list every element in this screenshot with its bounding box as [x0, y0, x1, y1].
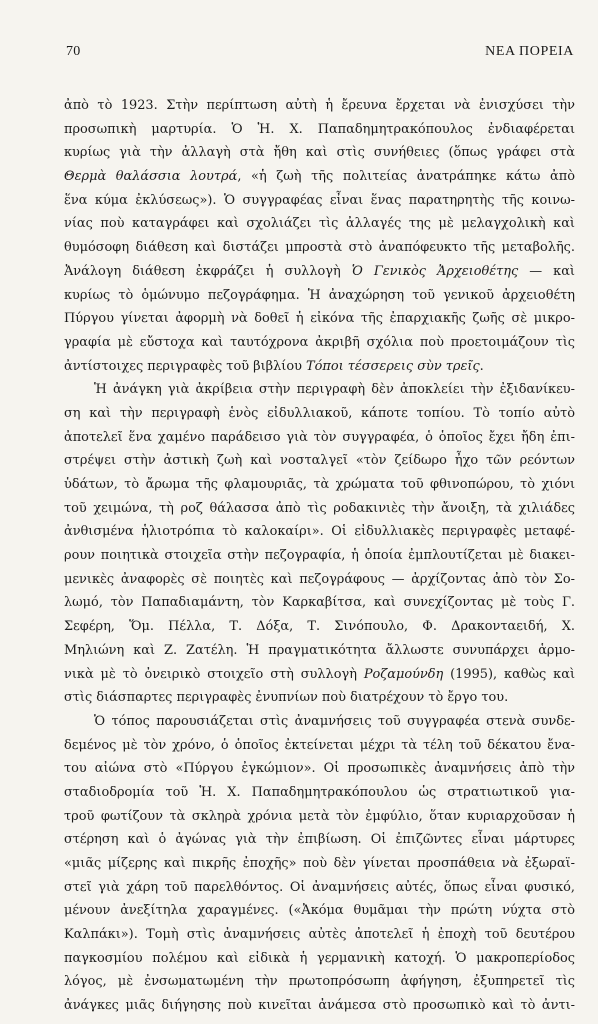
text-line: ὑδάτων, τὸ ἄρωμα τῆς φλαμουριᾶς, τὰ χρώματα τοῦ φθινοπώρου, τὸ χιόνι: [64, 477, 575, 492]
text-line: ση καὶ τὴν περιγραφὴ ἑνὸς εἰδυλλιακοῦ, κάποτε τοπίου. Τὸ τοπίο αὐτὸ: [64, 405, 575, 421]
text-line: ἀπὸ τὸ 1923. Στὴν περίπτωση αὐτὴ ἡ ἔρευνα ἔρχεται νὰ ἐνισχύσει τὴν: [64, 98, 575, 113]
text-line: τροῦ φωτίζουν τὰ σκληρὰ χρόνια μετὰ τὸν ἐμφύλιο, ὅταν κυριαρχοῦσαν ἡ: [64, 808, 575, 824]
text-line: μένουν ἀνεξίτηλα χαραγμένες. («Ἀκόμα θυμᾶμαι τὴν πρώτη νύχτα στὸ: [64, 903, 575, 919]
body-text: [64, 94, 575, 1018]
text-line: στεῖ γιὰ χάρη τοῦ παρελθόντος. Οἱ ἀναμνήσεις αὐτές, ὅπως εἶναι φυσικό,: [64, 879, 575, 895]
text-line: ρουν ποιητικὰ στοιχεῖα στὴν πεζογραφία, ἡ ὁποία ἐμπλουτίζεται μὲ διακει-: [64, 548, 575, 564]
text-line: θυμόσοφη διάθεση καὶ διστάζει μπροστὰ στὸ ἀναπόφευκτο τῆς μεταβολῆς.: [64, 240, 575, 256]
text-line: Πύργου γίνεται ἀφορμὴ νὰ δοθεῖ ἡ εἰκόνα τῆς ἐπαρχιακῆς ζωῆς σὲ μικρο-: [64, 311, 575, 327]
text-line: παγκοσμίου πολέμου καὶ εἰδικὰ ἡ γερμανικὴ κατοχή. Ὁ μακροπερίοδος: [64, 950, 575, 966]
text-line: προσωπικὴ μαρτυρία. Ὁ Ἡ. Χ. Παπαδημητρακόπουλος ἐνδιαφέρεται: [64, 121, 575, 137]
text-line: λωμό, τὸν Παπαδιαμάντη, τὸν Καρκαβίτσα, καὶ συνεχίζοντας μὲ τοὺς Γ.: [64, 595, 575, 611]
text-line: ἀντίστοιχες περιγραφὲς τοῦ βιβλίου Τόποι τέσσερεις σὺν τρεῖς.: [64, 358, 484, 374]
italic-title: Ροζαμούνδη: [363, 666, 444, 682]
text-line: Σεφέρη, Ὅμ. Πέλλα, Τ. Δόξα, Τ. Σινόπουλο, Φ. Δρακονταειδή, Χ.: [64, 619, 575, 635]
page-number: 70: [66, 44, 81, 59]
italic-title: Ὁ Γενικὸς Ἀρχειοθέτης: [351, 263, 519, 279]
text-line: του αἰώνα στὸ «Πύργου ἐγκώμιον». Οἱ προσωπικὲς ἀναμνήσεις ἀπὸ τὴν: [64, 761, 575, 777]
italic-title: Θερμὰ θαλάσσια λουτρά: [64, 169, 238, 185]
text-line: Ὁ τόπος παρουσιάζεται στὶς ἀναμνήσεις τοῦ συγγραφέα στενὰ συνδε-: [94, 713, 575, 729]
text-line: τοῦ χειμώνα, τὴ ροζ θάλασσα ἀπὸ τὶς ροδακινιὲς τὴν ἄνοιξη, τὰ χιλιάδες: [64, 500, 575, 516]
text-line: Καλπάκι»). Τομὴ στὶς ἀναμνήσεις αὐτὲς ἀποτελεῖ ἡ ἐποχὴ τοῦ δευτέρου: [64, 927, 575, 943]
text-line: ἀνάγκες μιᾶς διήγησης ποὺ κινεῖται ἀνάμεσα στὸ προσωπικὸ καὶ τὸ ἀντι-: [64, 998, 575, 1014]
text-line: γραφία μὲ εὔστοχα καὶ ταυτόχρονα ἀκριβῆ σχόλια ποὺ προετοιμάζουν τὶς: [64, 334, 575, 350]
text-line: Ἡ ἀνάγκη γιὰ ἀκρίβεια στὴν περιγραφὴ δὲν ἀποκλείει τὴν ἐξιδανίκευ-: [94, 382, 575, 398]
running-header: [66, 44, 574, 64]
text-line: ἀνθισμένα ἡλιοτρόπια τὸ καλοκαίρι». Οἱ εἰδυλλιακὲς περιγραφὲς μεταφέ-: [64, 524, 575, 540]
text-line: «μιᾶς μίζερης καὶ πικρῆς ἐποχῆς» ποὺ δὲν γίνεται προσπάθεια νὰ ἐξωραϊ-: [64, 856, 575, 871]
italic-title: Τόποι τέσσερεις σὺν τρεῖς: [306, 358, 480, 374]
text-line: κυρίως τὸ ὁμώνυμο πεζογράφημα. Ἡ ἀναχώρηση τοῦ γενικοῦ ἀρχειοθέτη: [64, 287, 575, 303]
text-line: ἀποτελεῖ ἕνα χαμένο παράδεισο γιὰ τὸν συγγραφέα, ὁ ὁποῖος ἔχει ἤδη ἐπι-: [64, 429, 575, 445]
text-line: στέρηση καὶ ὁ ἀγώνας γιὰ τὴν ἐπιβίωση. Οἱ ἐπιζῶντες εἶναι μάρτυρες: [64, 832, 575, 848]
text-line: ἕνα κύμα ἐκλύσεως»). Ὁ συγγραφέας εἶναι ἕνας παρατηρητὴς τῆς κοινω-: [64, 192, 575, 208]
text-line: νικὰ μὲ τὸ ὀνειρικὸ στοιχεῖο στὴ συλλογὴ Ροζαμούνδη (1995), καθὼς καὶ: [64, 666, 575, 682]
text-line: στρέψει στὴν ἀστικὴ ζωὴ καὶ νοσταλγεῖ «τὸν ζείδωρο ἦχο τῶν ρεόντων: [64, 453, 575, 469]
text-line: νίας ποὺ καταγράφει καὶ σχολιάζει τὶς ἀλλαγές της μὲ μελαγχολικὴ καὶ: [64, 216, 575, 232]
text-line: μενικὲς ἀναφορὲς σὲ ποιητὲς καὶ πεζογράφους — ἀρχίζοντας ἀπὸ τὸν Σο-: [64, 571, 575, 587]
text-line: κυρίως γιὰ τὴν ἀλλαγὴ στὰ ἤθη καὶ στὶς συνήθειες (ὅπως γράφει στὰ: [64, 145, 575, 161]
running-title: ΝΕΑ ΠΟΡΕΙΑ: [485, 44, 574, 59]
text-line: στὶς διάσπαρτες περιγραφὲς ἐνυπνίων ποὺ διατρέχουν τὸ ἔργο του.: [64, 690, 509, 706]
text-line: δεμένος μὲ τὸν χρόνο, ὁ ὁποῖος ἐκτείνεται μέχρι τὰ τέλη τοῦ δέκατου ἔνα-: [64, 737, 575, 753]
text-line: Μηλιώνη καὶ Ζ. Ζατέλη. Ἡ πραγματικότητα ἄλλωστε συνυπάρχει ἁρμο-: [64, 642, 575, 658]
text-line: Θερμὰ θαλάσσια λουτρά, «ἡ ζωὴ τῆς πολιτείας ἀνατράπηκε κάτω ἀπὸ: [64, 169, 575, 185]
text-line: Ἀνάλογη διάθεση ἐκφράζει ἡ συλλογὴ Ὁ Γενικὸς Ἀρχειοθέτης — καὶ: [64, 263, 575, 279]
text-line: λόγος, μὲ ἐνσωματωμένη τὴν πρωτοπρόσωπη ἀφήγηση, ἐξυπηρετεῖ τὶς: [64, 974, 575, 990]
text-line: σταδιοδρομία τοῦ Ἡ. Χ. Παπαδημητρακόπουλου ὡς στρατιωτικοῦ για-: [64, 784, 575, 800]
